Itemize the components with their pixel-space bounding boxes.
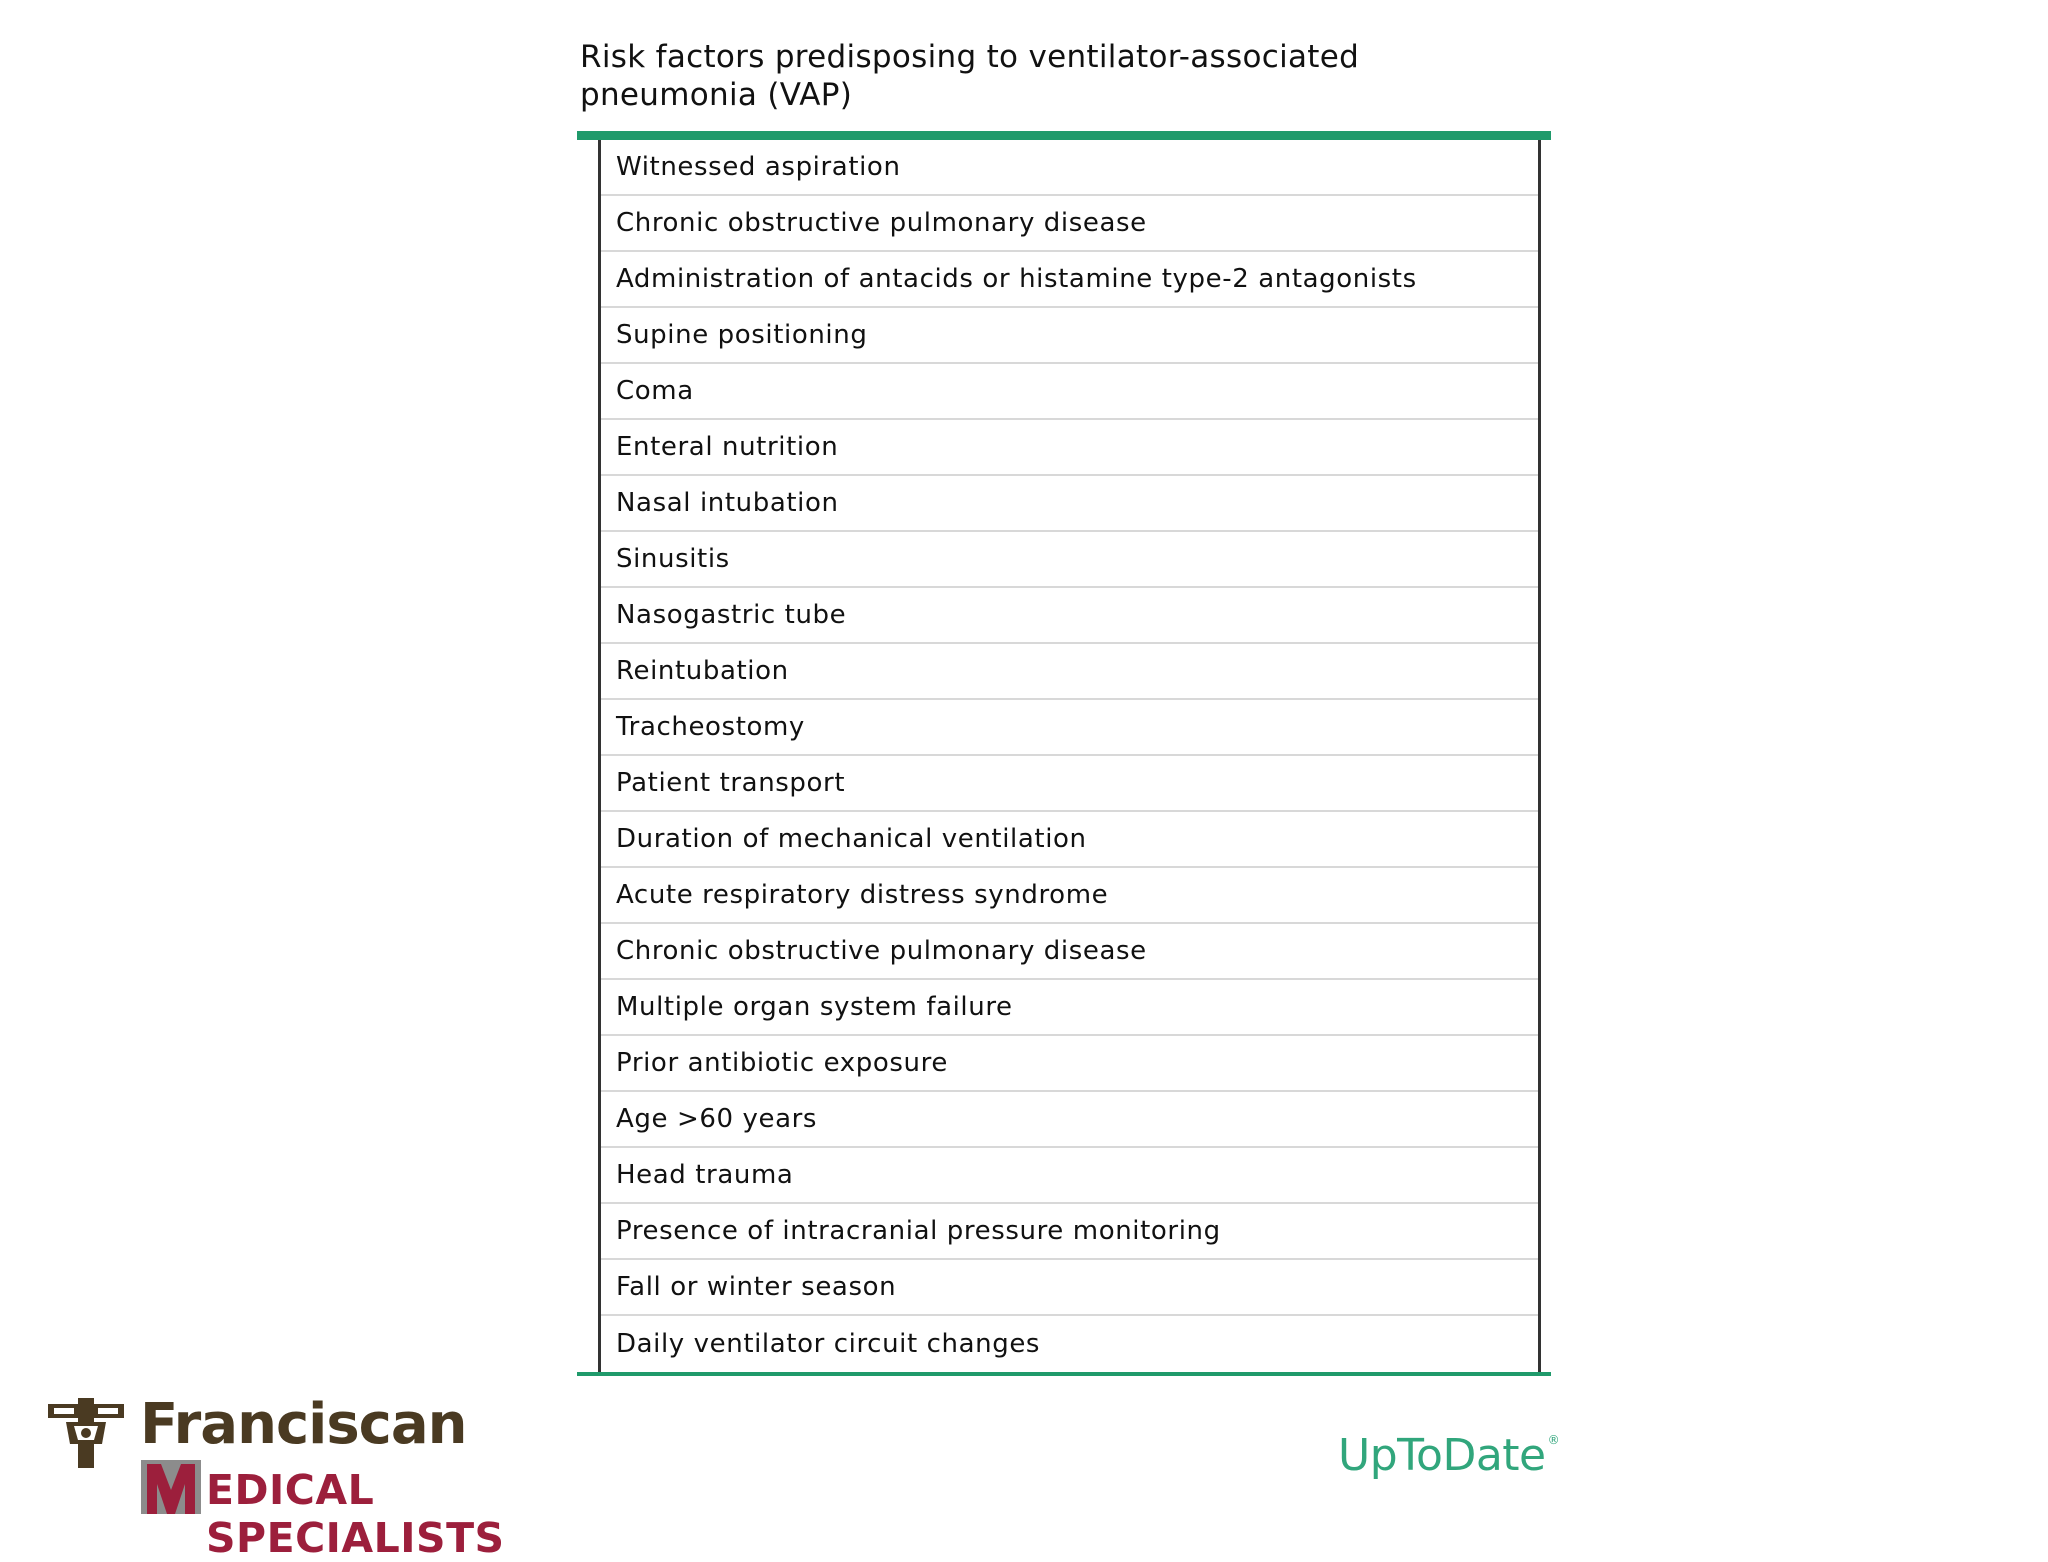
franciscan-medical-specialists-logo [46, 1392, 646, 1562]
table-row: Nasogastric tube [601, 588, 1538, 644]
table-row: Acute respiratory distress syndrome [601, 868, 1538, 924]
uptodate-wordmark: UpToDate [1338, 1430, 1546, 1481]
table-bottom-rule [577, 1372, 1551, 1376]
table-row: Fall or winter season [601, 1260, 1538, 1316]
table-row: Chronic obstructive pulmonary disease [601, 924, 1538, 980]
table-row: Multiple organ system failure [601, 980, 1538, 1036]
table-row: Enteral nutrition [601, 420, 1538, 476]
table-row: Chronic obstructive pulmonary disease [601, 196, 1538, 252]
table-row: Presence of intracranial pressure monitoring [601, 1204, 1538, 1260]
table-title: Risk factors predisposing to ventilator-associated pneumonia (VAP) [580, 39, 1360, 113]
table-row: Tracheostomy [601, 700, 1538, 756]
table-row: Nasal intubation [601, 476, 1538, 532]
franciscan-wordmark: Franciscan [140, 1392, 467, 1457]
table-row: Patient transport [601, 756, 1538, 812]
table-row: Administration of antacids or histamine type-2 antagonists [601, 252, 1538, 308]
table-row: Supine positioning [601, 308, 1538, 364]
table-row: Reintubation [601, 644, 1538, 700]
table-row: Coma [601, 364, 1538, 420]
table-row: Sinusitis [601, 532, 1538, 588]
table-row: Duration of mechanical ventilation [601, 812, 1538, 868]
medical-specialists-wordmark: EDICAL SPECIALISTS [206, 1466, 505, 1562]
table-top-rule [577, 131, 1551, 140]
table-row: Witnessed aspiration [601, 140, 1538, 196]
table-row: Age >60 years [601, 1092, 1538, 1148]
medical-m-icon [141, 1460, 201, 1514]
table-row: Prior antibiotic exposure [601, 1036, 1538, 1092]
table-row: Daily ventilator circuit changes [616, 1329, 1041, 1359]
uptodate-logo [1338, 1430, 1559, 1481]
risk-factors-table [577, 131, 1551, 1376]
registered-mark: ® [1547, 1433, 1560, 1447]
table-body [598, 140, 1541, 1372]
table-row: Head trauma [601, 1148, 1538, 1204]
franciscan-cross-icon [46, 1398, 126, 1468]
